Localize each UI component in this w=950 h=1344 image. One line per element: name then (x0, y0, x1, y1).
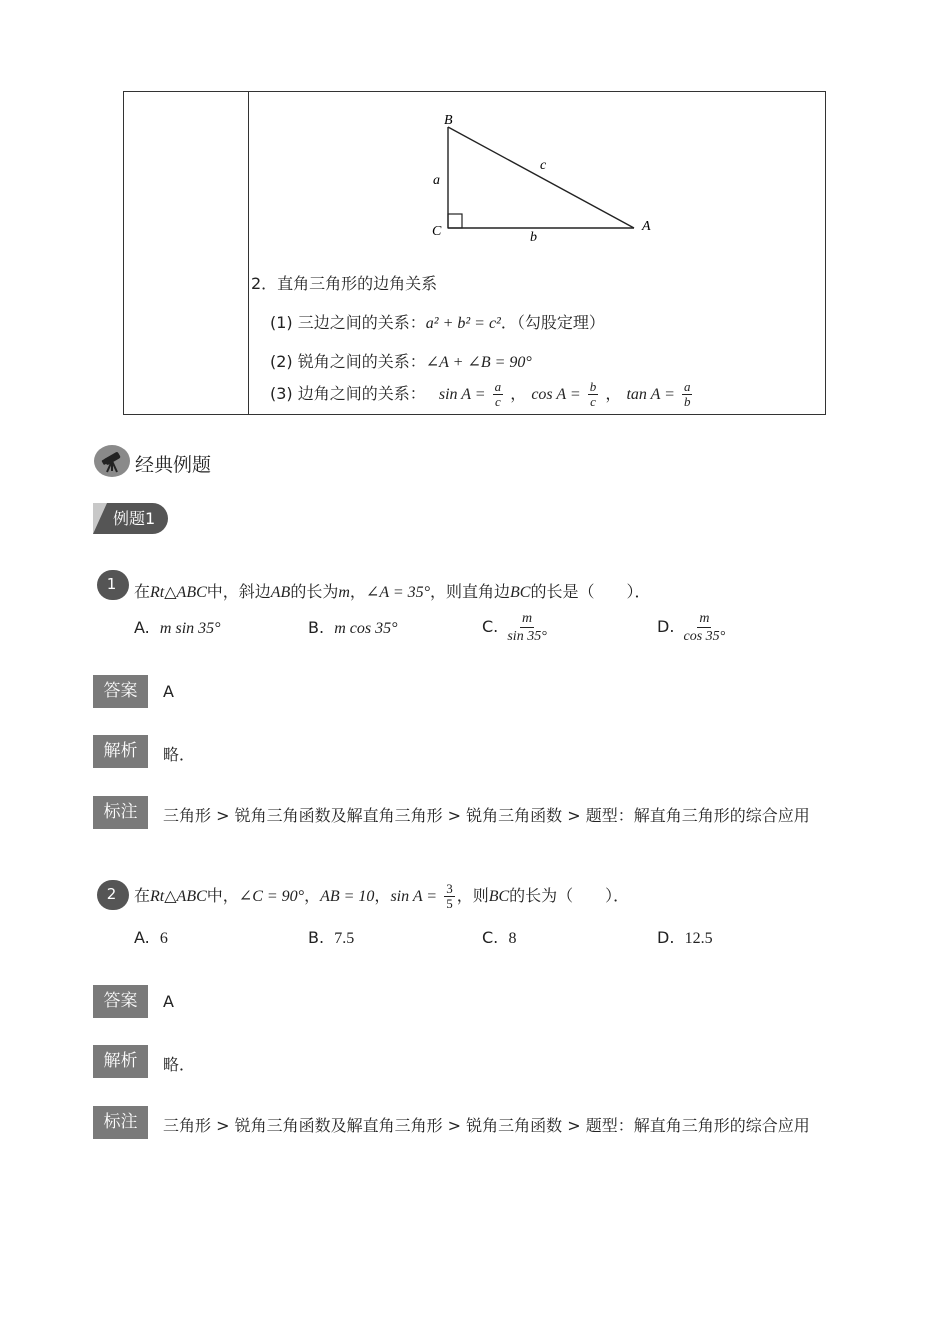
q1-option-b-label: B. (308, 618, 325, 637)
question-1-number: 1 (97, 570, 129, 600)
q1-option-a-value: m sin 35° (159, 620, 221, 637)
q2-text-pre: 在 (134, 886, 151, 905)
q2-analysis-label: 解析 (93, 1045, 148, 1078)
q2-math-ab: AB = 10 (320, 888, 375, 905)
q2-option-c[interactable] (482, 928, 516, 948)
example-tag-label: 例题1 (113, 509, 156, 528)
q1-analysis-label: 解析 (93, 735, 148, 768)
q1-text-c: ， (349, 582, 366, 601)
q1-text-d: ，则直角边 (430, 582, 511, 601)
q1-text-b: 的长为 (290, 582, 339, 601)
q2-tag-label: 标注 (93, 1106, 148, 1139)
q2-option-b[interactable] (308, 928, 354, 948)
q1-option-d-label: D. (657, 617, 675, 636)
right-triangle-diagram (420, 105, 660, 245)
q1-math-triangle: Rt△ABC (150, 584, 207, 601)
pythagorean-formula: a² + b² = c² (425, 315, 501, 332)
cos-den: c (590, 394, 596, 409)
q1-option-d-num: m (699, 611, 710, 626)
vertex-b-label: B (444, 113, 453, 128)
cos-fraction (588, 380, 599, 409)
relation-sides (270, 310, 605, 333)
q1-tag-value: 三角形 > 锐角三角函数及解直角三角形 > 锐角三角函数 > 题型：解直角三角形的综合应用 (163, 806, 810, 825)
q2-math-triangle: Rt△ABC (150, 888, 207, 905)
relation-side-angle-prefix: (3) 边角之间的关系： (270, 384, 426, 403)
q1-option-d-den: cos 35° (683, 629, 726, 644)
q1-option-c-label: C. (482, 617, 499, 636)
q1-text-a: 中，斜边 (206, 582, 271, 601)
q1-math-bc: BC (510, 584, 531, 601)
question-2-text (134, 882, 629, 911)
tan-den: b (683, 394, 691, 409)
q2-math-sin: sin A = (390, 888, 438, 905)
q2-fraction (444, 882, 455, 911)
sin-fraction (493, 380, 504, 409)
q1-math-ab: AB (270, 584, 291, 601)
q2-option-a-label: A. (134, 928, 150, 947)
side-a-label: a (433, 173, 440, 188)
q1-answer-value: A (163, 682, 174, 701)
tan-label: tan A = (626, 386, 675, 403)
q2-text-c: ， (374, 886, 391, 905)
q1-answer-label: 答案 (93, 675, 148, 708)
relation-sides-prefix: (1) 三边之间的关系： (270, 313, 426, 332)
q2-math-bc: BC (488, 888, 510, 905)
q1-option-d[interactable] (657, 610, 729, 645)
q2-answer-value: A (163, 992, 174, 1011)
sin-den: c (494, 394, 501, 409)
q2-answer-label: 答案 (93, 985, 148, 1018)
side-b-label: b (530, 230, 537, 245)
q1-option-c[interactable] (482, 610, 551, 645)
q2-text-a: 中， (206, 886, 239, 905)
right-angle-mark (448, 214, 462, 228)
q1-option-d-fraction (682, 610, 728, 645)
q2-option-d[interactable] (657, 928, 713, 948)
sep-2: ， (605, 384, 622, 403)
relation-side-angle (270, 380, 694, 409)
q2-option-b-value: 7.5 (334, 930, 355, 947)
q2-option-d-value: 12.5 (684, 930, 713, 947)
sep-1: ， (510, 384, 527, 403)
q1-option-a[interactable] (134, 618, 221, 638)
q1-math-m: m (338, 584, 350, 601)
q1-option-b-value: m cos 35° (334, 620, 398, 637)
vertex-c-label: C (432, 224, 442, 239)
cos-num: b (589, 379, 597, 394)
q2-option-a-value: 6 (159, 930, 168, 947)
tan-fraction (682, 380, 693, 409)
q1-text-e: 的长是（ ）． (530, 582, 651, 601)
table-heading: 2．直角三角形的边角关系 (251, 274, 438, 293)
q1-option-b[interactable] (308, 618, 398, 638)
q1-option-a-label: A. (134, 618, 150, 637)
tan-num: a (683, 379, 691, 394)
q1-option-c-den: sin 35° (507, 629, 547, 644)
telescope-icon (94, 445, 130, 477)
q2-option-b-label: B. (308, 928, 325, 947)
q2-analysis-value: 略． (163, 1055, 196, 1074)
side-c (448, 127, 634, 228)
q2-frac-den: 5 (446, 896, 453, 911)
q2-option-a[interactable] (134, 928, 168, 948)
q1-tag-label: 标注 (93, 796, 148, 829)
relation-sides-suffix: ．（勾股定理） (500, 313, 605, 332)
q2-text-b: ， (304, 886, 321, 905)
q2-tag-value: 三角形 > 锐角三角函数及解直角三角形 > 锐角三角函数 > 题型：解直角三角形的综合应用 (163, 1116, 810, 1135)
sin-label: sin A = (438, 386, 486, 403)
relation-angles-prefix: (2) 锐角之间的关系： (270, 352, 426, 371)
question-1-text (134, 579, 651, 602)
sin-num: a (494, 379, 502, 394)
q1-option-c-fraction (505, 610, 548, 645)
q2-text-e: 的长为（ ）． (509, 886, 630, 905)
example-tag-cut (93, 503, 107, 534)
q2-frac-num: 3 (446, 881, 453, 896)
section-title: 经典例题 (135, 454, 212, 476)
question-2-number: 2 (97, 880, 129, 910)
cos-label: cos A = (531, 386, 581, 403)
q2-text-d: ，则 (456, 886, 489, 905)
q1-math-angle: ∠A = 35° (365, 584, 431, 601)
vertex-a-label: A (642, 219, 651, 234)
q1-text-pre: 在 (134, 582, 151, 601)
q2-option-c-value: 8 (508, 930, 517, 947)
q2-math-angle: ∠C = 90° (238, 888, 305, 905)
q2-option-c-label: C. (482, 928, 499, 947)
example-tag (93, 503, 168, 534)
relation-angles (270, 349, 532, 372)
angle-sum-formula: ∠A + ∠B = 90° (425, 354, 532, 371)
table-divider (248, 92, 249, 414)
q1-analysis-value: 略． (163, 745, 196, 764)
q2-option-d-label: D. (657, 928, 675, 947)
q1-option-c-num: m (522, 611, 533, 626)
side-c-label: c (540, 158, 547, 173)
